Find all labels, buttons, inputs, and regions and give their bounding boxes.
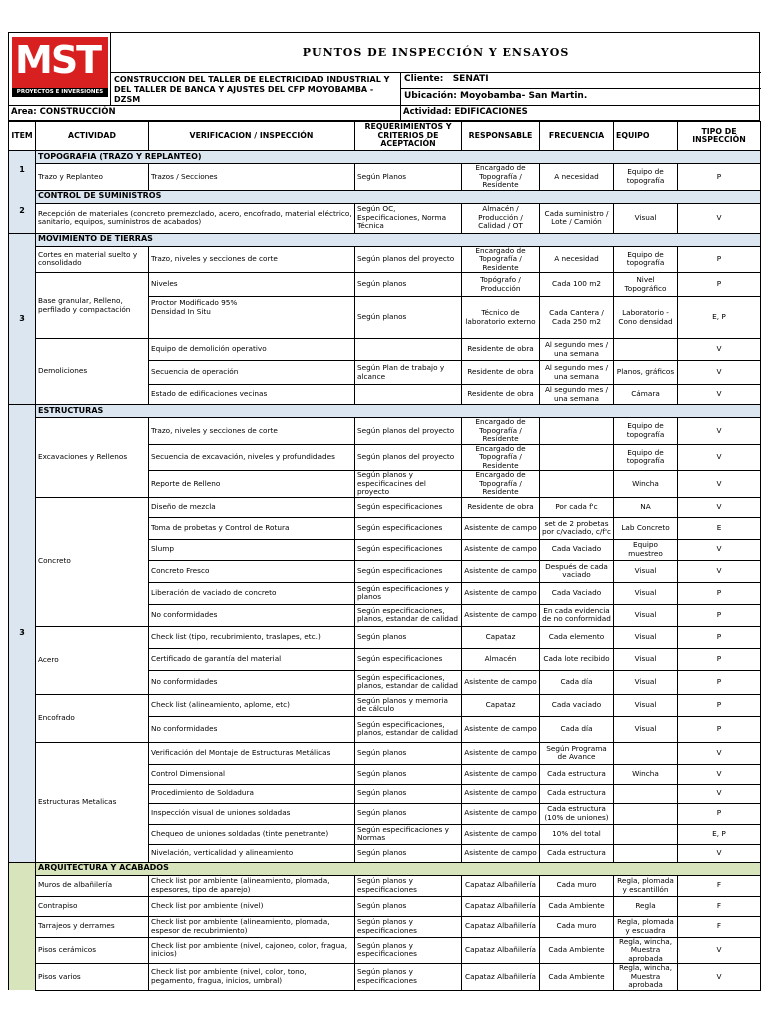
cell: V (678, 471, 761, 498)
cell: Asistente de campo (462, 539, 540, 560)
table-row (9, 497, 761, 517)
cell: Según planos y memoria de cálculo (355, 694, 462, 716)
cell: Residente de obra (462, 339, 540, 361)
col-responsable: RESPONSABLE (462, 122, 540, 151)
cell: V (678, 539, 761, 560)
cell: Asistente de campo (462, 716, 540, 742)
cell: E (678, 517, 761, 539)
table-row (9, 937, 761, 964)
table-row (9, 875, 761, 896)
cell: Almacén (462, 648, 540, 670)
cell: Equipo de topografía (614, 164, 678, 191)
cell: Equipo muestreo (614, 539, 678, 560)
area-value: CONSTRUCCIÓN (39, 107, 116, 117)
cell: V (678, 385, 761, 405)
cell: 10% del total (540, 824, 614, 844)
cell: Según especificaciones (355, 539, 462, 560)
cell: Visual (614, 716, 678, 742)
cell: Según planos (355, 626, 462, 648)
cell: P (678, 246, 761, 273)
cell: Según planos (355, 297, 462, 339)
group-label: Estructuras Metalicas (36, 742, 149, 862)
cell: Lab Concreto (614, 517, 678, 539)
cell (614, 803, 678, 824)
client-label: Cliente: (404, 74, 444, 84)
cell: Regla, plomada y escantillón (614, 875, 678, 896)
logo-subtitle: PROYECTOS E INVERSIONES S.A.C (12, 88, 108, 97)
cell: Procedimiento de Soldadura (149, 784, 355, 803)
group-label: Excavaciones y Rellenos (36, 418, 149, 498)
cell: Asistente de campo (462, 824, 540, 844)
section-row (9, 233, 761, 246)
cell: Cada día (540, 716, 614, 742)
cell: Concreto Fresco (149, 560, 355, 582)
cell (614, 844, 678, 862)
cell: Visual (614, 582, 678, 604)
cell: Nivelación, verticalidad y alineamiento (149, 844, 355, 862)
cell: Check list (alineamiento, aplome, etc) (149, 694, 355, 716)
activity-value: EDIFICACIONES (454, 107, 528, 117)
cell: Pisos cerámicos (36, 937, 149, 964)
cell (614, 784, 678, 803)
cell: Según especificaciones (355, 648, 462, 670)
table-row (9, 626, 761, 648)
cell: Según planos y especificacines del proyecto (355, 471, 462, 498)
cell: Nivel Topográfico (614, 273, 678, 297)
cell: Según planos del proyecto (355, 418, 462, 445)
cell: Pisos varios (36, 964, 149, 991)
col-requerimientos: REQUERIMIENTOS Y CRITERIOS DE ACEPTACIÓN (355, 122, 462, 151)
cell: Check list por ambiente (nivel, cajoneo, color, fragua, inicios) (149, 937, 355, 964)
cell: Al segundo mes / una semana (540, 385, 614, 405)
table-row (9, 164, 761, 191)
col-equipo: EQUIPO (614, 122, 678, 151)
cell: Wincha (614, 471, 678, 498)
cell: Equipo de topografía (614, 444, 678, 471)
cell: Check list por ambiente (alineamiento, plomada, espesores, tipo de aparejo) (149, 875, 355, 896)
cell: Inspección visual de uniones soldadas (149, 803, 355, 824)
table-row (9, 273, 761, 297)
cell: Después de cada vaciado (540, 560, 614, 582)
cell: V (678, 418, 761, 445)
cell: Visual (614, 670, 678, 694)
cell: Trazo, niveles y secciones de corte (149, 246, 355, 273)
cell: Cada estructura (540, 764, 614, 784)
cell: Capataz Albañilería (462, 916, 540, 937)
cell (355, 385, 462, 405)
cell: P (678, 582, 761, 604)
cell: Según especificaciones y planos (355, 582, 462, 604)
cell: V (678, 964, 761, 991)
activity-label: Actividad: (403, 107, 452, 117)
cell: Encargado de Topografía / Residente (462, 471, 540, 498)
cell: P (678, 694, 761, 716)
cell: Capataz Albañilería (462, 937, 540, 964)
cell: Residente de obra (462, 497, 540, 517)
cell: Capataz (462, 694, 540, 716)
cell: Asistente de campo (462, 764, 540, 784)
cell: Residente de obra (462, 385, 540, 405)
cell: Asistente de campo (462, 803, 540, 824)
cell: Asistente de campo (462, 670, 540, 694)
table-row (9, 339, 761, 361)
cell: P (678, 803, 761, 824)
cell (614, 339, 678, 361)
table-row (9, 203, 761, 233)
cell: F (678, 896, 761, 916)
table-header-row (9, 122, 761, 151)
cell: Niveles (149, 273, 355, 297)
cell: Visual (614, 694, 678, 716)
table-row (9, 418, 761, 445)
cell: P (678, 164, 761, 191)
section-title: MOVIMIENTO DE TIERRAS (36, 233, 761, 246)
cell: Equipo de topografía (614, 246, 678, 273)
cell: No conformidades (149, 716, 355, 742)
cell: Contrapiso (36, 896, 149, 916)
cell: F (678, 916, 761, 937)
table-row (9, 964, 761, 991)
cell: Reporte de Relleno (149, 471, 355, 498)
cell: Cada estructura (10% de uniones) (540, 803, 614, 824)
cell: Según planos (355, 784, 462, 803)
cell: Check list por ambiente (alineamiento, plomada, espesor de recubrimiento) (149, 916, 355, 937)
cell: Según especificaciones, planos, estandar de calidad (355, 670, 462, 694)
cell: Según planos y especificaciones (355, 916, 462, 937)
cell: Wincha (614, 764, 678, 784)
cell: Cada vaciado (540, 694, 614, 716)
cell: Asistente de campo (462, 784, 540, 803)
cell: Cada estructura (540, 844, 614, 862)
item-number: 3 (9, 233, 36, 405)
cell: Cada suministro / Lote / Camión (540, 203, 614, 233)
cell: Capataz Albañilería (462, 875, 540, 896)
cell: Capataz (462, 626, 540, 648)
cell: Tarrajeos y derrames (36, 916, 149, 937)
cell: Al segundo mes / una semana (540, 339, 614, 361)
cell: Regla (614, 896, 678, 916)
cell: Cada 100 m2 (540, 273, 614, 297)
cell: NA (614, 497, 678, 517)
cell: Check list por ambiente (nivel, color, tono, pegamento, fragua, inicios, umbral) (149, 964, 355, 991)
cell: Equipo de demolición operativo (149, 339, 355, 361)
cell: Certificado de garantía del material (149, 648, 355, 670)
col-item: ITEM (9, 122, 36, 151)
cell: Según planos (355, 273, 462, 297)
cell: Cada muro (540, 916, 614, 937)
cell: Muros de albañilería (36, 875, 149, 896)
item-number: 1 (9, 151, 36, 191)
cell: Visual (614, 560, 678, 582)
cell: V (678, 560, 761, 582)
cell: Según especificaciones y Normas (355, 824, 462, 844)
project-name: CONSTRUCCION DEL TALLER DE ELECTRICIDAD INDUSTRIAL Y DEL TALLER DE BANCA Y AJUSTES DEL CFP MOYOBAMBA - DZSM (111, 73, 401, 105)
cell: Almacén / Producción / Calidad / OT (462, 203, 540, 233)
section-row (9, 190, 761, 203)
cell: Encargado de Topografía / Residente (462, 164, 540, 191)
cell: Según planos (355, 844, 462, 862)
cell: Verificación del Montaje de Estructuras Metálicas (149, 742, 355, 764)
cell: A necesidad (540, 246, 614, 273)
cell: Asistente de campo (462, 604, 540, 626)
cell: Según Programa de Avance (540, 742, 614, 764)
cell: Regla, wincha, Muestra aprobada (614, 937, 678, 964)
cell: Planos, gráficos (614, 361, 678, 385)
cell: Según planos del proyecto (355, 246, 462, 273)
section-title: ARQUITECTURA Y ACABADOS (36, 862, 761, 875)
cell: Según planos y especificaciones (355, 875, 462, 896)
cell: Cada muro (540, 875, 614, 896)
cell: Capataz Albañilería (462, 896, 540, 916)
cell: Trazo, niveles y secciones de corte (149, 418, 355, 445)
section-row (9, 151, 761, 164)
cell: Encargado de Topografía / Residente (462, 246, 540, 273)
section-title: CONTROL DE SUMINISTROS (36, 190, 761, 203)
cell (540, 418, 614, 445)
col-verificacion: VERIFICACION / INSPECCIÓN (149, 122, 355, 151)
cell: V (678, 444, 761, 471)
cell: V (678, 497, 761, 517)
table-row (9, 742, 761, 764)
cell: Cada Ambiente (540, 937, 614, 964)
cell: Secuencia de operación (149, 361, 355, 385)
cell: V (678, 361, 761, 385)
section-title: TOPOGRAFIA (TRAZO Y REPLANTEO) (36, 151, 761, 164)
cell (614, 742, 678, 764)
cell: Asistente de campo (462, 742, 540, 764)
cell: Toma de probetas y Control de Rotura (149, 517, 355, 539)
cell: Asistente de campo (462, 844, 540, 862)
cell: Asistente de campo (462, 560, 540, 582)
cell: P (678, 626, 761, 648)
section-row (9, 405, 761, 418)
cell: F (678, 875, 761, 896)
cell: E, P (678, 297, 761, 339)
cell: Según planos (355, 764, 462, 784)
cell: Cada lote recibido (540, 648, 614, 670)
cell: Proctor Modificado 95% Densidad In Situ (149, 297, 355, 339)
cell: Chequeo de uniones soldadas (tinte penetrante) (149, 824, 355, 844)
cell: Slump (149, 539, 355, 560)
cell: Cada Ambiente (540, 896, 614, 916)
table-row (9, 896, 761, 916)
location-field (401, 89, 761, 105)
area-field (9, 106, 401, 120)
cell (614, 824, 678, 844)
cell: Encargado de Topografía / Residente (462, 418, 540, 445)
cell: Asistente de campo (462, 517, 540, 539)
group-label: Acero (36, 626, 149, 694)
cell: P (678, 670, 761, 694)
cell: Técnico de laboratorio externo (462, 297, 540, 339)
cell: Según planos (355, 803, 462, 824)
cell: Según especificaciones, planos, estandar de calidad (355, 604, 462, 626)
cell: Topógrafo / Producción (462, 273, 540, 297)
cell (540, 444, 614, 471)
area-label: Area: (11, 107, 37, 117)
table-row (9, 694, 761, 716)
group-label: Base granular, Relleno, perfilado y compactación (36, 273, 149, 339)
cell: V (678, 784, 761, 803)
group-label: Encofrado (36, 694, 149, 742)
cell: No conformidades (149, 670, 355, 694)
group-label: Concreto (36, 497, 149, 626)
client-value: SENATI (452, 74, 489, 84)
cell: Equipo de topografía (614, 418, 678, 445)
cell: Visual (614, 203, 678, 233)
cell: Cada día (540, 670, 614, 694)
cell: V (678, 339, 761, 361)
page-title: PUNTOS DE INSPECCIÓN Y ENSAYOS (111, 33, 761, 73)
cell: Según OC, Especificaciones, Norma Técnica (355, 203, 462, 233)
company-logo (9, 33, 111, 105)
cell: Cada Vaciado (540, 539, 614, 560)
cell: Laboratorio - Cono densidad (614, 297, 678, 339)
item-number: 3 (9, 405, 36, 863)
cell: Según planos y especificaciones (355, 937, 462, 964)
cell: Visual (614, 648, 678, 670)
table-row (9, 916, 761, 937)
location-value: Moyobamba- San Martin. (460, 91, 588, 101)
col-frecuencia: FRECUENCIA (540, 122, 614, 151)
cell: Diseño de mezcla (149, 497, 355, 517)
cell: Según especificaciones (355, 497, 462, 517)
cell: Según planos y especificaciones (355, 964, 462, 991)
cell: V (678, 764, 761, 784)
cell: Según planos (355, 742, 462, 764)
item-number: 2 (9, 190, 36, 233)
group-label: Demoliciones (36, 339, 149, 405)
cell: Control Dimensional (149, 764, 355, 784)
cell: Cada Vaciado (540, 582, 614, 604)
cell: P (678, 604, 761, 626)
cell: Encargado de Topografía / Residente (462, 444, 540, 471)
cell: Check list (tipo, recubrimiento, traslapes, etc.) (149, 626, 355, 648)
table-row (9, 246, 761, 273)
group-label: Cortes en material suelto y consolidado (36, 246, 149, 273)
cell: Trazos / Secciones (149, 164, 355, 191)
cell: Según planos del proyecto (355, 444, 462, 471)
cell: Recepción de materiales (concreto premezclado, acero, encofrado, material eléctrico, sanitario, equipos, suministros de acabados) (36, 203, 355, 233)
cell: Según planos (355, 896, 462, 916)
cell: Cada Ambiente (540, 964, 614, 991)
cell: Según especificaciones (355, 560, 462, 582)
cell: A necesidad (540, 164, 614, 191)
cell: Regla, plomada y escuadra (614, 916, 678, 937)
cell: Liberación de vaciado de concreto (149, 582, 355, 604)
inspection-table (8, 121, 761, 991)
cell: Regla, wincha, Muestra aprobada (614, 964, 678, 991)
cell: V (678, 742, 761, 764)
cell: set de 2 probetas por c/vaciado, c/f'c (540, 517, 614, 539)
cell: V (678, 203, 761, 233)
cell: V (678, 844, 761, 862)
activity-field (401, 106, 761, 120)
cell: Cada Cantera / Cada 250 m2 (540, 297, 614, 339)
client-field (401, 73, 761, 89)
inspection-sheet (8, 32, 760, 991)
col-tipo: TIPO DE INSPECCIÓN (678, 122, 761, 151)
cell: Check list por ambiente (nivel) (149, 896, 355, 916)
cell: Según especificaciones (355, 517, 462, 539)
cell: Residente de obra (462, 361, 540, 385)
section-title: ESTRUCTURAS (36, 405, 761, 418)
cell: Según especificaciones, planos, estandar de calidad (355, 716, 462, 742)
location-label: Ubicación: (404, 91, 457, 101)
cell (355, 339, 462, 361)
header (8, 32, 760, 106)
cell: Visual (614, 604, 678, 626)
cell: Cada elemento (540, 626, 614, 648)
cell: P (678, 716, 761, 742)
cell: Asistente de campo (462, 582, 540, 604)
cell: No conformidades (149, 604, 355, 626)
item-number-empty (9, 862, 36, 990)
area-row (8, 106, 760, 121)
logo-brand: MST (15, 38, 101, 82)
cell (540, 471, 614, 498)
cell: P (678, 648, 761, 670)
cell: Capataz Albañilería (462, 964, 540, 991)
col-actividad: ACTIVIDAD (36, 122, 149, 151)
cell: Secuencia de excavación, niveles y profundidades (149, 444, 355, 471)
cell: Según Planos (355, 164, 462, 191)
section-row (9, 862, 761, 875)
cell: V (678, 937, 761, 964)
cell: En cada evidencia de no conformidad (540, 604, 614, 626)
cell: E, P (678, 824, 761, 844)
cell: Trazo y Replanteo (36, 164, 149, 191)
cell: Cada estructura (540, 784, 614, 803)
cell: Cámara (614, 385, 678, 405)
cell: Estado de edificaciones vecinas (149, 385, 355, 405)
cell: Visual (614, 626, 678, 648)
cell: Por cada f'c (540, 497, 614, 517)
cell: Según Plan de trabajo y alcance (355, 361, 462, 385)
cell: Al segundo mes / una semana (540, 361, 614, 385)
cell: P (678, 273, 761, 297)
